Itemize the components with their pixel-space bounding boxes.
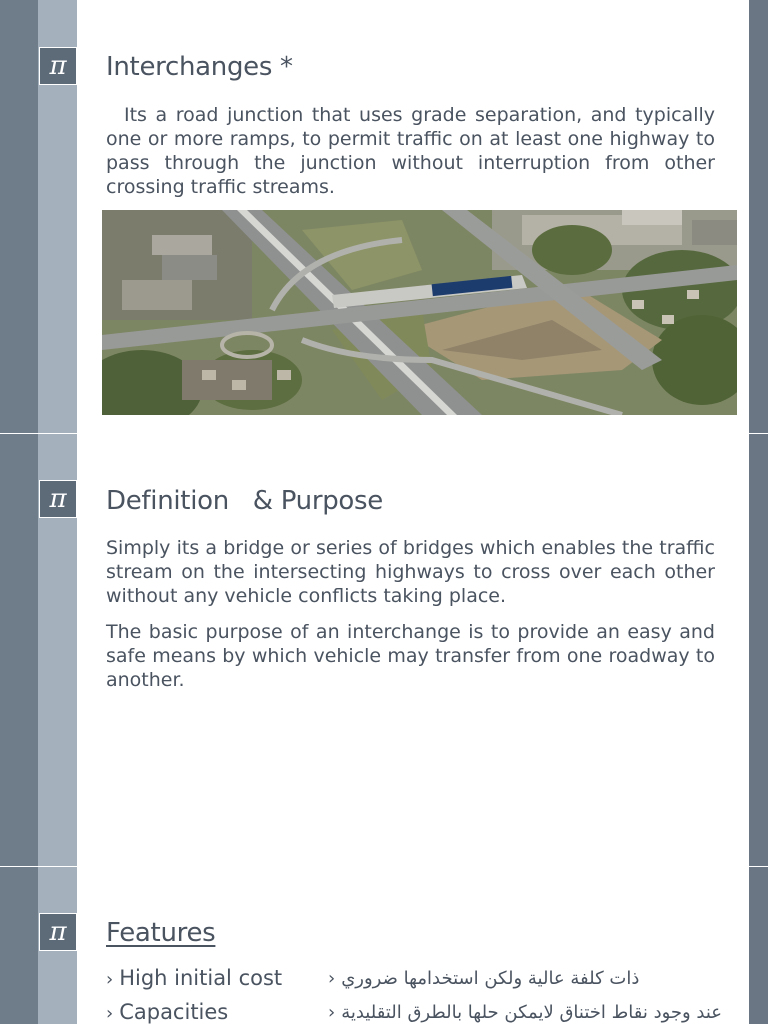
feature-arabic-note: عند وجود نقاط اختناق لايمكن حلها بالطرق التقليدية — [341, 1002, 723, 1023]
pi-icon: π — [39, 480, 77, 518]
chevron-right-icon: › — [328, 968, 336, 989]
interchange-aerial-photo — [102, 210, 737, 415]
interchanges-description: Its a road junction that uses grade separation, and typically one or more ramps, to permit traffic on at least one highway to pass through the junction without interruption from other crossing traffic streams. — [106, 104, 715, 198]
feature-arabic-note: ذات كلفة عالية ولكن استخدامها ضروري — [341, 968, 640, 989]
purpose-paragraph: The basic purpose of an interchange is to provide an easy and safe means by which vehicle may transfer from one roadway to another. — [106, 621, 715, 691]
right-strip — [749, 0, 768, 1024]
feature-label: Capacities — [119, 1000, 229, 1024]
slide-divider — [0, 433, 768, 434]
pi-icon: π — [39, 47, 77, 85]
feature-label: High initial cost — [119, 966, 283, 990]
section-title-definition: Definition & Purpose — [106, 486, 383, 516]
list-item — [106, 1000, 746, 1034]
right-strip-edge — [748, 0, 749, 1024]
slide-divider — [0, 866, 768, 867]
left-dark-strip — [0, 0, 38, 1024]
chevron-right-icon: › — [106, 969, 114, 990]
chevron-right-icon: › — [106, 1003, 114, 1024]
section-title-interchanges: Interchanges * — [106, 52, 293, 82]
chevron-right-icon: › — [328, 1002, 336, 1023]
list-item — [106, 966, 746, 1000]
section-title-features: Features — [106, 918, 216, 948]
definition-paragraph: Simply its a bridge or series of bridges which enables the traffic stream on the intersecting highways to cross over each other without any vehicle conflicts taking place. — [106, 537, 715, 607]
pi-icon: π — [39, 913, 77, 951]
